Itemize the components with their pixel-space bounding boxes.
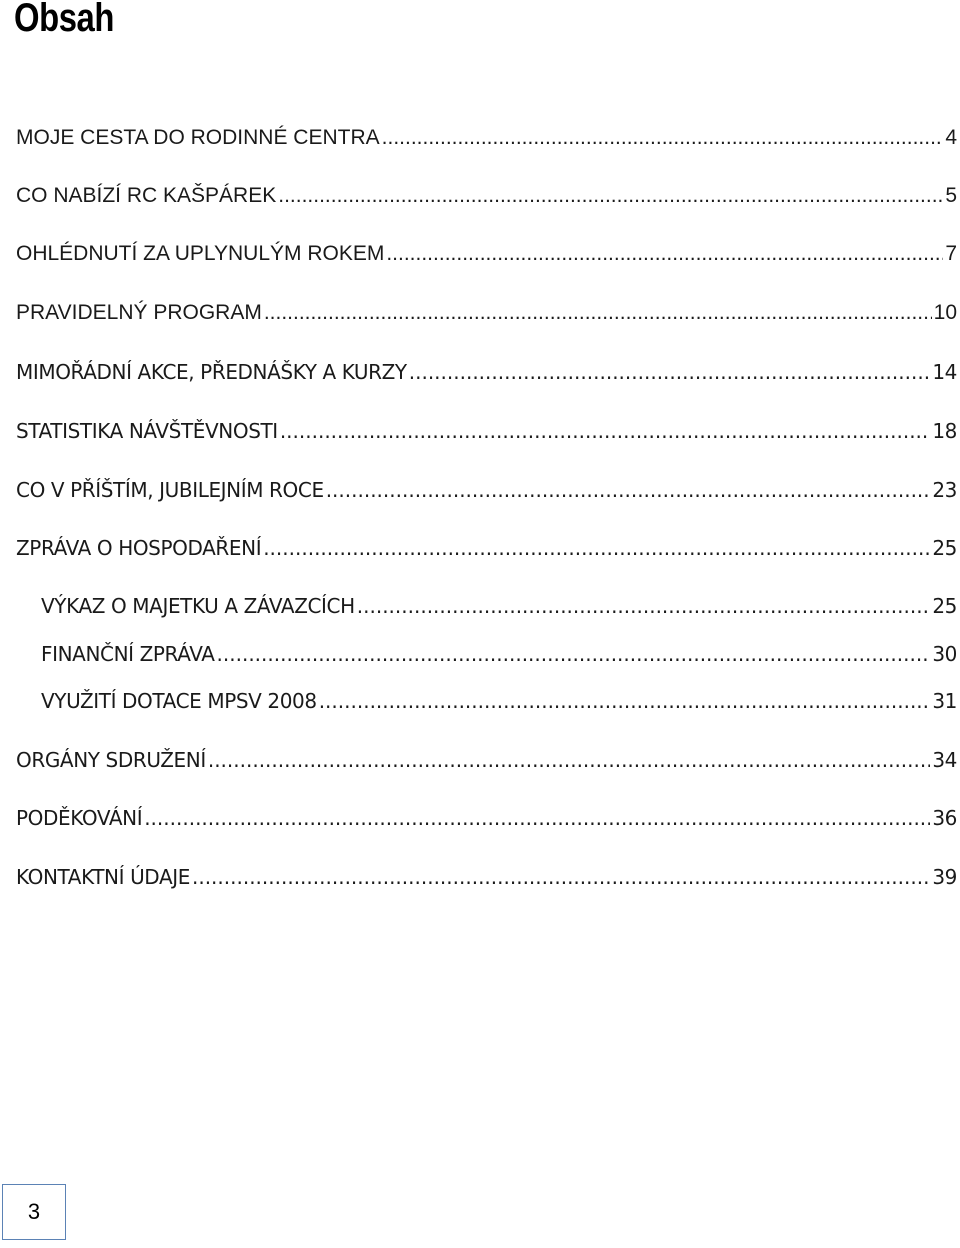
toc-entry[interactable] — [16, 299, 957, 327]
toc-dot-leader — [326, 476, 931, 504]
toc-entry-page: 31 — [932, 689, 957, 713]
toc-entry-label: PRAVIDELNÝ PROGRAM — [16, 301, 262, 324]
toc-entry-page: 5 — [945, 184, 957, 207]
toc-entry-page: 18 — [932, 419, 957, 443]
toc-entry[interactable] — [16, 476, 957, 504]
toc-entry-page: 36 — [932, 806, 957, 830]
toc-entry-label: KONTAKTNÍ ÚDAJE — [16, 865, 190, 889]
toc-entry-label: CO NABÍZÍ RC KAŠPÁREK — [16, 184, 277, 207]
page-number: 3 — [2, 1184, 66, 1240]
toc-entry[interactable] — [16, 804, 957, 832]
toc-entry-label: CO V PŘÍŠTÍM, JUBILEJNÍM ROCE — [16, 478, 324, 502]
toc-dot-leader — [208, 746, 931, 774]
toc-dot-leader — [217, 640, 931, 668]
page-title: Obsah — [14, 0, 115, 40]
toc-entry[interactable] — [16, 863, 957, 891]
toc-entry-label: OHLÉDNUTÍ ZA UPLYNULÝM ROKEM — [16, 242, 385, 265]
toc-entry-label: VÝKAZ O MAJETKU A ZÁVAZCÍCH — [41, 594, 355, 618]
toc-dot-leader — [264, 299, 932, 327]
toc-entry-label: MIMOŘÁDNÍ AKCE, PŘEDNÁŠKY A KURZY — [16, 360, 407, 384]
toc-entry-label: PODĚKOVÁNÍ — [16, 806, 143, 830]
toc-subentry[interactable] — [41, 592, 957, 620]
toc-subentry[interactable] — [41, 687, 957, 715]
toc-entry[interactable] — [16, 417, 957, 445]
toc-dot-leader — [386, 240, 943, 268]
toc-entry-page: 34 — [932, 748, 957, 772]
toc-entry-label: ORGÁNY SDRUŽENÍ — [16, 748, 206, 772]
toc-entry[interactable] — [16, 182, 957, 210]
toc-dot-leader — [357, 592, 931, 620]
toc-entry-label: MOJE CESTA DO RODINNÉ CENTRA — [16, 126, 380, 149]
toc-entry-page: 39 — [932, 865, 957, 889]
toc-dot-leader — [263, 534, 930, 562]
toc-entry[interactable] — [16, 358, 957, 386]
toc-dot-leader — [409, 358, 931, 386]
toc-entry-page: 23 — [932, 478, 957, 502]
toc-dot-leader — [382, 124, 944, 152]
toc-entry-label: FINANČNÍ ZPRÁVA — [41, 642, 215, 666]
toc-entry-label: VYUŽITÍ DOTACE MPSV 2008 — [41, 689, 317, 713]
toc-entry[interactable] — [16, 240, 957, 268]
toc-entry-page: 25 — [932, 536, 957, 560]
toc-entry-page: 30 — [932, 642, 957, 666]
toc-entry[interactable] — [16, 124, 957, 152]
toc-entry-page: 7 — [945, 242, 957, 265]
toc-subentry[interactable] — [41, 640, 957, 668]
toc-dot-leader — [319, 687, 931, 715]
toc-entry-page: 10 — [933, 301, 957, 324]
toc-entry[interactable] — [16, 534, 957, 562]
toc-dot-leader — [144, 804, 930, 832]
toc-dot-leader — [278, 182, 943, 210]
toc-entry-label: ZPRÁVA O HOSPODAŘENÍ — [16, 536, 262, 560]
toc-dot-leader — [192, 863, 930, 891]
toc-entry-page: 4 — [945, 126, 957, 149]
toc-entry-page: 14 — [932, 360, 957, 384]
toc-dot-leader — [280, 417, 931, 445]
toc-entry-label: STATISTIKA NÁVŠTĚVNOSTI — [16, 419, 278, 443]
toc-entry-page: 25 — [932, 594, 957, 618]
toc-entry[interactable] — [16, 746, 957, 774]
